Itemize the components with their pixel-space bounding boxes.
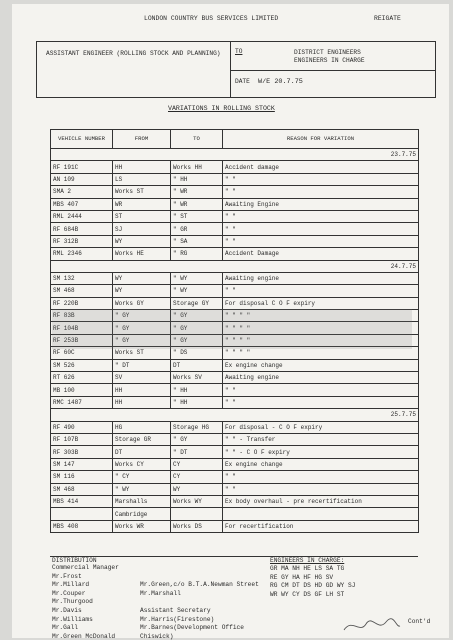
table-row <box>51 384 419 396</box>
cell-to: " RG <box>171 248 223 260</box>
cell-vehicle: MB 100 <box>51 384 113 396</box>
cell-to: " WY <box>171 272 223 284</box>
cell-to: WY <box>171 483 223 495</box>
cell-vehicle: SM 147 <box>51 458 113 470</box>
col-to-header: TO <box>171 130 223 149</box>
cell-from: DT <box>113 446 171 458</box>
row-date: 24.7.75 <box>51 260 419 272</box>
table-row <box>51 433 419 445</box>
table-date-row <box>51 149 419 161</box>
cell-to: " DS <box>171 347 223 359</box>
cell-to: " GY <box>171 310 223 322</box>
cell-vehicle: RF 191C <box>51 161 113 173</box>
date-value: W/E 20.7.75 <box>258 78 303 86</box>
cell-to: Works SV <box>171 372 223 384</box>
cell-vehicle: MBS 408 <box>51 520 113 532</box>
document-title: VARIATIONS IN ROLLING STOCK <box>168 105 275 112</box>
cell-reason: For recertification <box>223 520 419 532</box>
cell-vehicle: RF 303B <box>51 446 113 458</box>
cell-reason: Awaiting engine <box>223 272 419 284</box>
cell-from: WY <box>113 235 171 247</box>
table-date-row <box>51 260 419 272</box>
cell-to: " GY <box>171 433 223 445</box>
cell-from: WR <box>113 198 171 210</box>
cell-vehicle: RF 220B <box>51 297 113 309</box>
distribution-label: DISTRIBUTION <box>52 557 97 564</box>
cell-vehicle: MBS 414 <box>51 495 113 507</box>
cell-from: Works WR <box>113 520 171 532</box>
distribution-name: Mr.Millard <box>52 581 90 589</box>
table-row <box>51 173 419 185</box>
cell-from: HH <box>113 396 171 408</box>
cell-to: DT <box>171 359 223 371</box>
location: REIGATE <box>374 15 401 22</box>
cell-from: WY <box>113 285 171 297</box>
cell-to: Storage HG <box>171 421 223 433</box>
table-row <box>51 248 419 260</box>
table-row <box>51 458 419 470</box>
cell-from: Cambridge <box>113 508 171 520</box>
distribution-name: Mr.Gall <box>52 624 78 632</box>
table-row <box>51 186 419 198</box>
cell-vehicle: RMC 1487 <box>51 396 113 408</box>
cell-vehicle: SM 116 <box>51 471 113 483</box>
table-row <box>51 359 419 371</box>
cell-reason: " " <box>223 173 419 185</box>
cell-to: " GY <box>171 322 223 334</box>
table-row <box>51 520 419 532</box>
eic-label: ENGINEERS IN CHARGE: <box>270 557 345 564</box>
cell-vehicle: RML 2444 <box>51 210 113 222</box>
cell-to: " GR <box>171 223 223 235</box>
cell-to: " GY <box>171 334 223 346</box>
cell-from: SJ <box>113 223 171 235</box>
table-row <box>51 495 419 507</box>
cell-vehicle: SM 526 <box>51 359 113 371</box>
cell-vehicle: RF 490 <box>51 421 113 433</box>
cell-from: " GY <box>113 310 171 322</box>
cell-reason: " " - Transfer <box>223 433 419 445</box>
table-row <box>51 508 419 520</box>
cell-to: Storage GY <box>171 297 223 309</box>
cell-from: Storage GR <box>113 433 171 445</box>
cell-reason: Ex engine change <box>223 458 419 470</box>
cell-to: Works HH <box>171 161 223 173</box>
cell-from: " GY <box>113 334 171 346</box>
cell-reason: " " <box>223 471 419 483</box>
cell-reason: " " " " <box>223 322 419 334</box>
cell-reason: Accident damage <box>223 161 419 173</box>
cell-reason: " " <box>223 285 419 297</box>
cell-reason: " " <box>223 186 419 198</box>
cell-from: ST <box>113 210 171 222</box>
distribution-middle: Mr.Barnes(Development Office <box>140 624 244 632</box>
cell-vehicle: RF 107B <box>51 433 113 445</box>
col-reason-header: REASON FOR VARIATION <box>223 130 419 149</box>
contd-note: Cont'd <box>408 618 431 625</box>
cell-reason: Awaiting Engine <box>223 198 419 210</box>
cell-to: Works DS <box>171 520 223 532</box>
cell-vehicle: SM 468 <box>51 483 113 495</box>
row-date: 25.7.75 <box>51 409 419 421</box>
distribution-name: Mr.Couper <box>52 589 86 597</box>
cell-to: " ST <box>171 210 223 222</box>
cell-from: " GY <box>113 322 171 334</box>
table-row <box>51 471 419 483</box>
cell-reason: Awaiting engine <box>223 372 419 384</box>
cell-vehicle: RF 312B <box>51 235 113 247</box>
to-label: TO <box>235 48 243 55</box>
col-vehicle-header: VEHICLE NUMBER <box>51 130 113 149</box>
cell-vehicle: SMA 2 <box>51 186 113 198</box>
row-date: 23.7.75 <box>51 149 419 161</box>
cell-reason: " " <box>223 384 419 396</box>
table-row <box>51 396 419 408</box>
cell-vehicle: RF 253B <box>51 334 113 346</box>
distribution-name: Commercial Manager <box>52 564 119 571</box>
cell-from: Works ST <box>113 347 171 359</box>
eic-depots: WR WY CY DS GF LH ST <box>270 590 345 598</box>
eic-depots: RG CM DT DS HD GD WY SJ <box>270 582 356 590</box>
cell-vehicle: RF 684B <box>51 223 113 235</box>
cell-from: SV <box>113 372 171 384</box>
cell-to: " SA <box>171 235 223 247</box>
cell-from: Marshalls <box>113 495 171 507</box>
cell-from: HH <box>113 161 171 173</box>
cell-from: " CY <box>113 471 171 483</box>
table-header-row <box>51 130 419 149</box>
eic-depots: GR MA NH HE LS SA TG <box>270 565 345 572</box>
cell-vehicle: RF 60C <box>51 347 113 359</box>
table-row <box>51 235 419 247</box>
cell-vehicle: RF 104B <box>51 322 113 334</box>
cell-to <box>171 508 223 520</box>
cell-vehicle: AN 109 <box>51 173 113 185</box>
cell-to: CY <box>171 458 223 470</box>
cell-vehicle: RT 626 <box>51 372 113 384</box>
distribution-name: Mr.Thurgood <box>52 598 93 606</box>
cell-reason: Accident Damage <box>223 248 419 260</box>
cell-reason: Ex body overhaul - pre recertification <box>223 495 419 507</box>
table-row <box>51 297 419 309</box>
cell-to: " WR <box>171 198 223 210</box>
cell-to: " HH <box>171 173 223 185</box>
from-department: ASSISTANT ENGINEER (ROLLING STOCK AND PLANNING) <box>46 50 221 57</box>
cell-reason: " " " " <box>223 334 419 346</box>
cell-vehicle: SM 132 <box>51 272 113 284</box>
cell-from: Works HE <box>113 248 171 260</box>
cell-to: " HH <box>171 396 223 408</box>
cell-reason: " " " " <box>223 310 419 322</box>
distribution-name: Mr.Frost <box>52 572 82 580</box>
cell-from: Works CY <box>113 458 171 470</box>
cell-reason: For disposal - C O F expiry <box>223 421 419 433</box>
cell-reason: " " <box>223 210 419 222</box>
cell-from: WY <box>113 272 171 284</box>
table-row <box>51 210 419 222</box>
cell-from: HH <box>113 384 171 396</box>
distribution-name: Mr.Green McDonald <box>52 632 116 640</box>
cell-vehicle: MBS 407 <box>51 198 113 210</box>
to-line-2: ENGINEERS IN CHARGE <box>294 57 365 64</box>
col-from-header: FROM <box>113 130 171 149</box>
cell-to: " HH <box>171 384 223 396</box>
distribution-name: Mr.Davis <box>52 607 82 614</box>
cell-reason: " " - C O F expiry <box>223 446 419 458</box>
date-label: DATE <box>235 78 250 85</box>
distribution-middle: Mr.Green,c/o B.T.A.Newman Street <box>140 581 259 589</box>
cell-to: " WR <box>171 186 223 198</box>
cell-from: " WY <box>113 483 171 495</box>
cell-from: HG <box>113 421 171 433</box>
cell-to: " WY <box>171 285 223 297</box>
cell-from: Works ST <box>113 186 171 198</box>
table-row <box>51 223 419 235</box>
cell-vehicle: RF 83B <box>51 310 113 322</box>
cell-vehicle: SM 468 <box>51 285 113 297</box>
cell-to: Works WY <box>171 495 223 507</box>
company-name: LONDON COUNTRY BUS SERVICES LIMITED <box>144 15 279 22</box>
table-row <box>51 421 419 433</box>
distribution-name: Mr.Williams <box>52 615 93 623</box>
table-row <box>51 446 419 458</box>
cell-from: LS <box>113 173 171 185</box>
distribution-middle: Mr.Harris(Firestone) <box>140 615 215 623</box>
cell-from: Works GY <box>113 297 171 309</box>
cell-to: " DT <box>171 446 223 458</box>
distribution-middle: Chiswick) <box>140 632 174 640</box>
table-row <box>51 483 419 495</box>
cell-reason <box>223 508 419 520</box>
table-date-row <box>51 409 419 421</box>
cell-reason: " " " " <box>223 347 419 359</box>
to-line-1: DISTRICT ENGINEERS <box>294 49 361 56</box>
cell-to: CY <box>171 471 223 483</box>
cell-reason: " " <box>223 483 419 495</box>
cell-from: " DT <box>113 359 171 371</box>
signature-scribble-icon <box>342 616 402 636</box>
table-row <box>51 372 419 384</box>
cell-reason: " " <box>223 396 419 408</box>
cell-reason: For disposal C O F expiry <box>223 297 419 309</box>
eic-depots: RE GY HA HF HG SV <box>270 573 334 581</box>
cell-reason: " " <box>223 235 419 247</box>
table-row <box>51 285 419 297</box>
cell-vehicle <box>51 508 113 520</box>
cell-vehicle: RML 2346 <box>51 248 113 260</box>
distribution-middle: Assistant Secretary <box>140 607 211 614</box>
table-row <box>51 161 419 173</box>
cell-reason: Ex engine change <box>223 359 419 371</box>
document-page <box>12 4 449 638</box>
table-row <box>51 198 419 210</box>
distribution-middle: Mr.Marshall <box>140 589 181 597</box>
cell-reason: " " <box>223 223 419 235</box>
table-row <box>51 272 419 284</box>
